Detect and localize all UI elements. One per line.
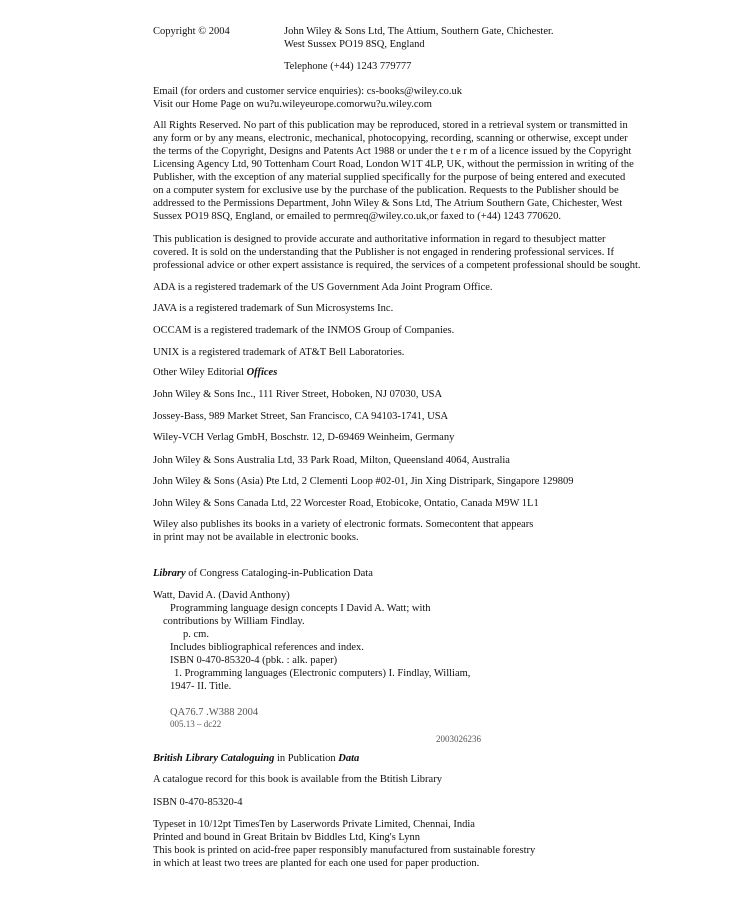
printed-line: Printed and bound in Great Britain bv Biddles Ltd, King's Lynn [153, 832, 420, 843]
rights-line: All Rights Reserved. No part of this publication may be reproduced, stored in a retrieval system or transmitted in [153, 120, 628, 131]
cip-classification-1: QA76.7 .W388 2004 [170, 707, 259, 718]
isbn-line: ISBN 0-470-85320-4 [153, 797, 243, 808]
cip-heading: Library of Congress Cataloging-in-Publication Data [153, 568, 373, 579]
electronic-formats-paragraph: Wiley also publishes its books in a variety of electronic formats. Somecontent that appears in print may not be available in electronic books. [153, 519, 534, 543]
british-library-heading: British Library Cataloguing in Publication Data [153, 753, 360, 764]
rights-line: Publisher, with the exception of any material supplied specifically for the purpose of being entered and executed [153, 172, 626, 183]
disclaimer-line: This publication is designed to provide accurate and authoritative information in regard to thesubject matter [153, 234, 606, 245]
office-weinheim: Wiley-VCH Verlag GmbH, Boschstr. 12, D-69469 Weinheim, Germany [153, 432, 455, 443]
typeset-line: Typeset in 10/12pt TimesTen by Laserwords Private Limited, Chennai, India [153, 819, 475, 830]
homepage-line: Visit our Home Page on wu?u.wileyeurope.comorwu?u.wiley.com [153, 99, 432, 110]
rights-line: Licensing Agency Ltd, 90 Tottenham Court Road, London W1T 4LP, UK, without the permission in writing of the [153, 159, 634, 170]
rights-line: the terms of the Copyright, Designs and Patents Act 1988 or under the t e r m of a licence issued by the Copyright [153, 146, 632, 157]
rights-line: on a computer system for exclusive use by the purchase of the publication. Requests to the Publisher should be [153, 185, 619, 196]
trademark-occam: OCCAM is a registered trademark of the INMOS Group of Companies. [153, 325, 455, 336]
office-singapore: John Wiley & Sons (Asia) Pte Ltd, 2 Clementi Loop #02-01, Jin Xing Distripark, Singapore 129809 [153, 476, 574, 487]
paper-line-2: in which at least two trees are planted for each one used for paper production. [153, 858, 480, 869]
cip-subject-line-2: 1947- II. Title. [170, 681, 232, 692]
cip-subject-line-1: 1. Programming languages (Electronic computers) I. Findlay, William, [174, 668, 471, 679]
email-line: Email (for orders and customer service enquiries): cs-books@wiley.co.uk [153, 86, 463, 97]
rights-line: addressed to the Permissions Department, John Wiley & Sons Ltd, The Atrium Southern Gate, Chichester, West [153, 198, 623, 209]
rights-line: Sussex PO19 8SQ, England, or emailed to permreq@wiley.co.uk,or faxed to (+44) 1243 770620. [153, 211, 562, 222]
cip-author: Watt, David A. (David Anthony) [153, 590, 290, 601]
production-block [153, 818, 693, 870]
cip-title-line-1: Programming language design concepts I David A. Watt; with [170, 603, 431, 614]
contact-block [153, 85, 693, 111]
paper-line-1: This book is printed on acid-free paper responsibly manufactured from sustainable forestry [153, 845, 536, 856]
cip-pages: p. cm. [183, 629, 209, 640]
office-australia: John Wiley & Sons Australia Ltd, 33 Park Road, Milton, Queensland 4064, Australia [153, 455, 510, 466]
cip-control-number: 2003026236 [436, 734, 481, 744]
office-hoboken: John Wiley & Sons Inc., 111 River Street, Hoboken, NJ 07030, USA [153, 389, 443, 400]
cip-title-line-2: contributions by William Findlay. [163, 616, 305, 627]
cip-classification [170, 706, 370, 730]
publisher-line-1: John Wiley & Sons Ltd, The Attium, Southern Gate, Chichester. [284, 26, 554, 37]
disclaimer-line: covered. It is sold on the understanding that the Publisher is not engaged in rendering professional services. If [153, 247, 615, 258]
telephone: Telephone (+44) 1243 779777 [284, 61, 412, 72]
disclaimer-paragraph [153, 233, 693, 272]
cip-isbn: ISBN 0-470-85320-4 (pbk. : alk. paper) [170, 655, 338, 666]
rights-line: any form or by any means, electronic, mechanical, photocopying, recording, scanning or otherwise, except under [153, 133, 628, 144]
disclaimer-line: professional advice or other expert assistance is required, the services of a competent professional should be sought. [153, 260, 641, 271]
trademark-ada: ADA is a registered trademark of the US Government Ada Joint Program Office. [153, 282, 493, 293]
office-san-francisco: Jossey-Bass, 989 Market Street, San Francisco, CA 94103-1741, USA [153, 411, 449, 422]
rights-paragraph [153, 119, 693, 223]
publisher-line-2: West Sussex PO19 8SQ, England [284, 39, 425, 50]
publisher-address [284, 25, 694, 51]
trademark-java: JAVA is a registered trademark of Sun Microsystems Inc. [153, 303, 394, 314]
office-canada: John Wiley & Sons Canada Ltd, 22 Worcester Road, Etobicoke, Ontatio, Canada M9W 1L1 [153, 498, 539, 509]
editorial-offices-heading: Other Wiley Editorial Offices [153, 367, 278, 378]
copyright-label: Copyright © 2004 [153, 26, 230, 37]
cip-includes: Includes bibliographical references and index. [170, 642, 364, 653]
trademark-unix: UNIX is a registered trademark of AT&T Bell Laboratories. [153, 347, 405, 358]
british-library-record: A catalogue record for this book is available from the Btitish Library [153, 774, 442, 785]
cip-record [153, 589, 693, 693]
cip-classification-2: 005.13 – dc22 [170, 719, 222, 729]
